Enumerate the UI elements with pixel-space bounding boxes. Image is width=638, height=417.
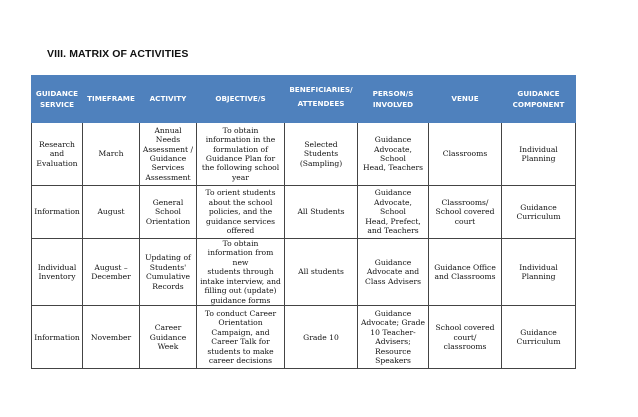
table-row [32, 306, 576, 369]
cell-component: Guidance Curriculum [502, 186, 576, 239]
cell-service: Research and Evaluation [32, 123, 83, 186]
cell-objective: To conduct Career Orientation Campaign, and Career Talk for students to make career decisions [197, 306, 285, 369]
cell-service: Individual Inventory [32, 239, 83, 306]
cell-objective: To obtain information from new students through intake interview, and filling out (update) guidance forms [197, 239, 285, 306]
table-header-row [32, 76, 576, 123]
table-row [32, 239, 576, 306]
cell-timeframe: November [83, 306, 140, 369]
cell-activity: Career Guidance Week [140, 306, 197, 369]
cell-persons: Guidance Advocate and Class Advisers [358, 239, 429, 306]
cell-venue: Classrooms/ School covered court [429, 186, 502, 239]
table-row [32, 186, 576, 239]
header-persons-involved: PERSON/S INVOLVED [358, 76, 429, 123]
cell-timeframe: August [83, 186, 140, 239]
cell-activity: Annual Needs Assessment / Guidance Services Assessment [140, 123, 197, 186]
cell-objective: To orient students about the school policies, and the guidance services offered [197, 186, 285, 239]
header-guidance-component: GUIDANCE COMPONENT [502, 76, 576, 123]
cell-component: Guidance Curriculum [502, 306, 576, 369]
cell-component: Individual Planning [502, 123, 576, 186]
cell-persons: Guidance Advocate, School Head, Teachers [358, 123, 429, 186]
cell-beneficiaries: Grade 10 [285, 306, 358, 369]
cell-service: Information [32, 186, 83, 239]
header-guidance-service: GUIDANCE SERVICE [32, 76, 83, 123]
header-objectives: OBJECTIVE/S [197, 76, 285, 123]
cell-persons: Guidance Advocate, School Head, Prefect, and Teachers [358, 186, 429, 239]
cell-activity: General School Orientation [140, 186, 197, 239]
cell-activity: Updating of Students' Cumulative Records [140, 239, 197, 306]
section-title: VIII. MATRIX OF ACTIVITIES [47, 48, 189, 60]
cell-venue: Guidance Office and Classrooms [429, 239, 502, 306]
header-timeframe: TIMEFRAME [83, 76, 140, 123]
cell-objective: To obtain information in the formulation of Guidance Plan for the following school year [197, 123, 285, 186]
cell-service: Information [32, 306, 83, 369]
cell-timeframe: March [83, 123, 140, 186]
table-row [32, 123, 576, 186]
cell-timeframe: August – December [83, 239, 140, 306]
cell-venue: School covered court/ classrooms [429, 306, 502, 369]
header-beneficiaries: BENEFICIARIES/ ATTENDEES [285, 76, 358, 123]
cell-component: Individual Planning [502, 239, 576, 306]
cell-beneficiaries: Selected Students (Sampling) [285, 123, 358, 186]
header-venue: VENUE [429, 76, 502, 123]
header-activity: ACTIVITY [140, 76, 197, 123]
cell-persons: Guidance Advocate; Grade 10 Teacher- Advisers; Resource Speakers [358, 306, 429, 369]
cell-beneficiaries: All students [285, 239, 358, 306]
cell-venue: Classrooms [429, 123, 502, 186]
activities-matrix-table [31, 75, 576, 369]
cell-beneficiaries: All Students [285, 186, 358, 239]
